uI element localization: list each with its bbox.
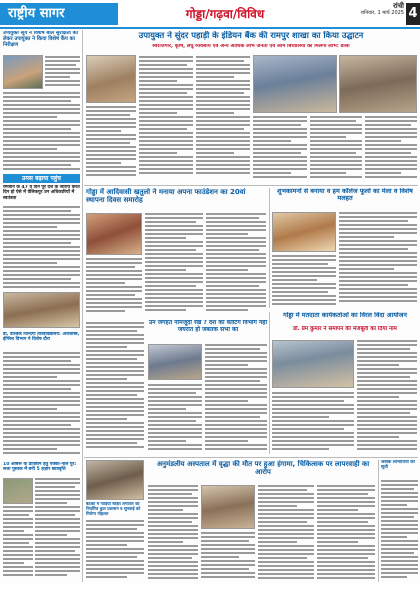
bottom-story-e-body-2 — [201, 532, 255, 582]
middle-story-d-body-2 — [272, 392, 354, 454]
city-name: रांची — [393, 2, 404, 10]
dateline: शनिवार, 1 मार्च 2025 — [360, 10, 404, 16]
middle-story-c-photo — [148, 344, 202, 380]
masthead — [0, 0, 420, 28]
left-story4-headline: 10 आबरू के प्रतिष्ठान हेतु पक्का-नाले पुर: सत्ता पुस्तक में बनी 5 हज़ार छात्रवृत्ति — [3, 462, 77, 473]
section-divider-2 — [84, 457, 418, 458]
middle-story-a-photo — [86, 213, 142, 255]
middle-story-a-body-1 — [86, 258, 142, 318]
bottom-story-f-body — [86, 520, 144, 582]
left-story3-headline: डॉ. वैश्विक जिन्दगी विश्वविद्यालय: अर्थशास्त्र, इंग्लिश विभाग ने विशेष दौरा — [3, 332, 80, 343]
middle-story-a-body-3 — [206, 213, 266, 318]
bottom-story-e-photo-2 — [201, 485, 255, 529]
middle-story-a-body-2 — [145, 213, 203, 318]
top-story-photo-1 — [86, 55, 136, 103]
bottom-story-g-headline: जबकि लाभार्थियों की सूची — [381, 460, 415, 471]
top-story-body-2 — [139, 56, 193, 182]
top-story-subhead: स्वरोजगार, कृषि, लघु व्यवसाय एवं अन्य आर्थिक लाभ जनता एवं आम बिचौलियों का मिलेगा लाभ: डीसी — [152, 44, 350, 49]
top-story-body-4 — [253, 116, 307, 182]
top-story-body-3 — [196, 56, 250, 182]
bottom-story-e-body-3 — [258, 485, 314, 582]
top-story-photo-2 — [253, 55, 337, 113]
middle-divider-2 — [269, 312, 270, 454]
middle-divider — [269, 188, 270, 308]
bottom-story-e-photo — [86, 460, 144, 500]
brand-name: राष्ट्रीय सागर — [0, 3, 118, 25]
middle-story-c-body-2 — [148, 384, 202, 454]
top-story-headline: उपायुक्त ने सुंदर पहाड़ी के इंडियन बैंक की रामपुर शाखा का किया उद्घाटन — [138, 31, 364, 40]
color-registration-left — [4, 588, 52, 592]
top-story-photo-3 — [339, 55, 417, 113]
bottom-story-e-body-4 — [317, 485, 375, 582]
bottom-story-e-body-1 — [148, 485, 198, 582]
bottom-story-f-headline: बैठकों में गाड़ियों सहित लगातार को निर्धारित कुल प्रशासन व सुनवाई को मिलेगा मोहलत — [86, 502, 141, 516]
left-story4-body-b — [3, 506, 33, 582]
left-story2-body — [3, 206, 80, 292]
left-story1-photo — [3, 55, 43, 89]
middle-story-c-body-1 — [86, 322, 144, 454]
bottom-story-g-body — [381, 480, 418, 582]
middle-story-b-body-1 — [339, 212, 417, 308]
page-number: 4 — [406, 3, 420, 25]
middle-story-b-photo — [272, 212, 336, 252]
top-story-body-5 — [310, 116, 362, 182]
left-story4-body-a — [35, 478, 80, 582]
bottom-divider — [378, 460, 379, 582]
top-story-body-1 — [86, 106, 136, 182]
bottom-story-e-headline: अनुमंडलीय अस्पताल में वृद्धा की मौत पर हुआ हंगामा, चिकित्सक पर लापरवाही का आरोप — [156, 460, 370, 477]
middle-story-b-body-2 — [272, 255, 336, 308]
middle-story-d-headline: गोड्डा में मतदाता कार्यकर्ताओं का विरल विदा आयोजन — [283, 312, 407, 319]
left-story2-photo — [3, 292, 80, 328]
color-registration-right — [330, 588, 378, 592]
column-divider — [82, 30, 83, 582]
section-title: गोड्डा/गढ़वा/विविध — [185, 7, 265, 21]
left-story4-photo — [3, 478, 33, 504]
middle-story-c-body-3 — [205, 344, 267, 454]
middle-story-c-headline: उन जगहत नामजूदो रखें ? देश का कोटिंग विभाग नहीं जयरात हो जबतक सभा का — [148, 320, 268, 333]
header-rule — [0, 27, 420, 29]
left-box-title: उमस बढ़ाया पहुंच — [3, 174, 80, 183]
middle-story-a-headline: गोड्डा में आदिवासी खतुलो ने मनाया अपना फाउंडेशन का 20वां स्थापना दिवस समारोह — [86, 188, 246, 205]
middle-story-b-headline: शुभकामनों से बनाया व हम कॉलेज फूलों का मेला व विशेष मलहत — [277, 188, 413, 203]
left-story2-headline: रमजान के 47 वें दिन पूरे देश के जारीय करते दिन हो ऐसे में वेलिकपुर उन अधिकारियों में स्वतंत्रता — [3, 185, 80, 201]
middle-story-d-body-1 — [357, 340, 417, 454]
left-story1-headline: उपायुक्त सूर्य ने विशेष बाल सुरक्षिता को लेकर उपायुक्त ने किया विशेष कैंप का निरीक्षण — [3, 31, 79, 48]
dateline-block — [308, 3, 404, 25]
top-story-body-6 — [365, 116, 417, 182]
left-story1-text — [45, 56, 80, 90]
middle-story-d-photo — [272, 340, 354, 388]
left-story1-body — [3, 92, 80, 172]
left-story3-body — [3, 352, 80, 458]
section-divider — [84, 185, 418, 186]
middle-story-d-subhead: डॉ. प्रेम कुमार ने समापन की मजबूती का दिया नाम — [293, 326, 397, 332]
